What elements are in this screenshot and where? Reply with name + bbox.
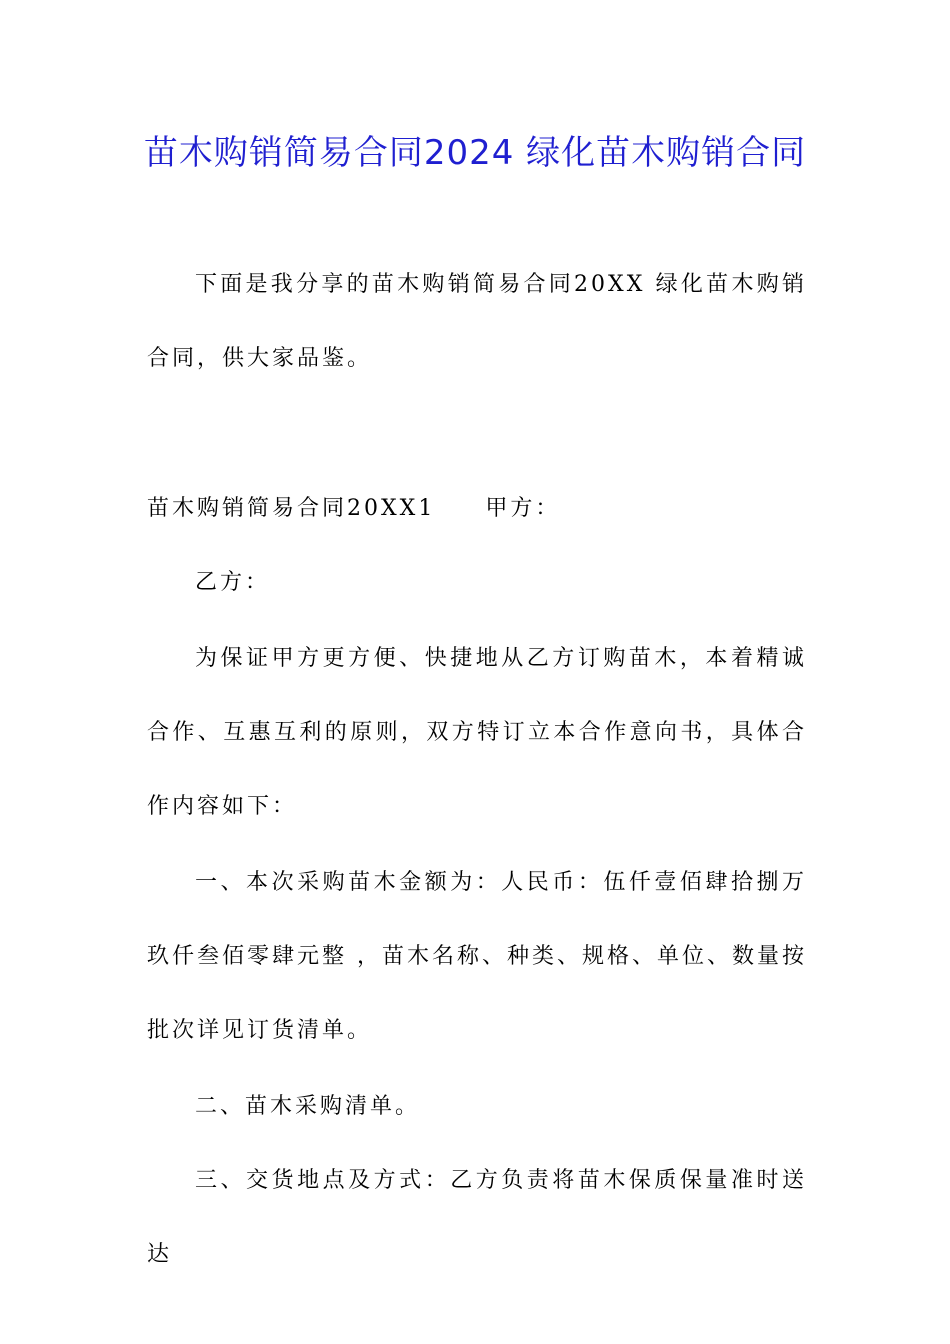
contract-heading-line <box>147 472 807 546</box>
purpose-paragraph: 为保证甲方更方便、快捷地从乙方订购苗木，本着精诚合作、互惠互利的原则，双方特订立本合作意向书，具体合作内容如下： <box>147 646 807 819</box>
intro-paragraph: 下面是我分享的苗木购销简易合同20XX 绿化苗木购销合同，供大家品鉴。 <box>147 272 807 371</box>
clause-3-paragraph: 三、交货地点及方式：乙方负责将苗木保质保量准时送达 <box>147 1168 807 1267</box>
document-title: 苗木购销简易合同2024 绿化苗木购销合同 <box>143 133 807 173</box>
clause-1-paragraph: 一、本次采购苗木金额为：人民币：伍仟壹佰肆拾捌万玖仟叁佰零肆元整 ，苗木名称、种类、规格、单位、数量按批次详见订货清单。 <box>147 870 807 1043</box>
contract-heading: 苗木购销简易合同20XX1 <box>147 496 436 521</box>
party-a-label: 甲方： <box>485 496 561 521</box>
party-b-label: 乙方： <box>195 570 271 595</box>
clause-2-paragraph: 二、苗木采购清单。 <box>195 1094 421 1119</box>
